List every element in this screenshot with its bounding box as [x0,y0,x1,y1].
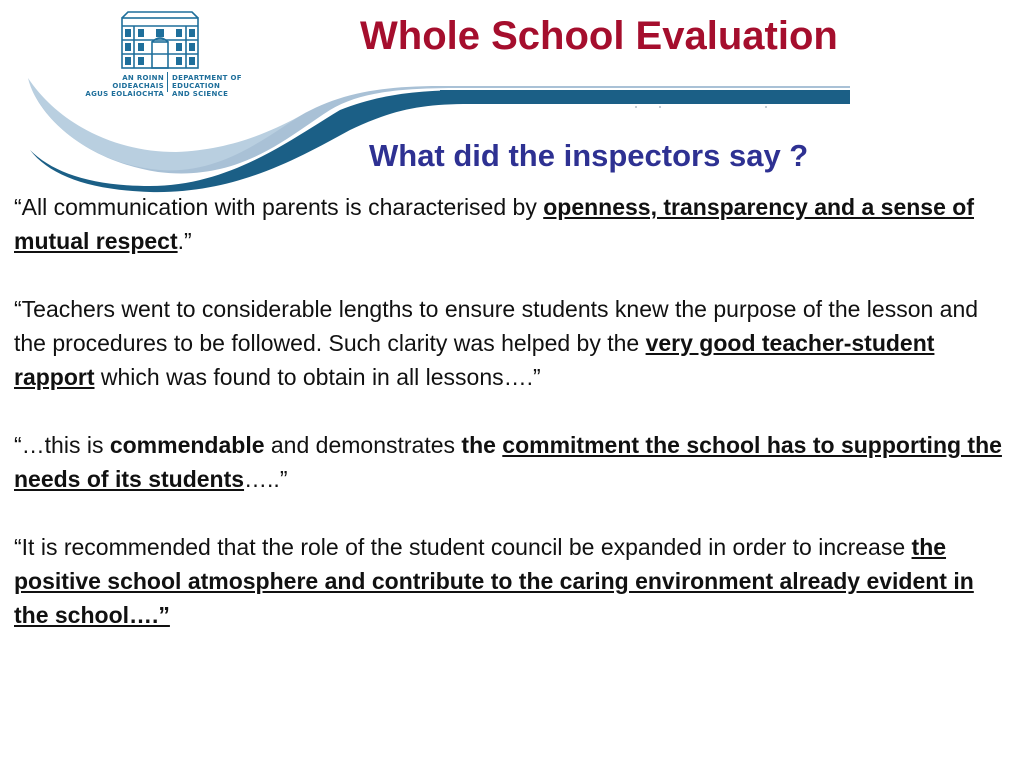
quote-3-bold-the: the [461,432,503,458]
building-icon [68,10,250,72]
department-logo [68,10,250,98]
quote-1-emphasis: openness, transparency and a sense of mutual respect [14,194,974,254]
quote-3: “…this is commendable and demonstrates the commitment the school has to supporting the needs of its students…..” [14,432,1002,492]
quote-2: “Teachers went to considerable lengths to ensure students knew the purpose of the lesson and the procedures to be followed. Such clarity was helped by the very good teacher-student rapport which was found to obtain in all lessons….” [14,296,979,390]
quote-4: “It is recommended that the role of the student council be expanded in order to increase the positive school atmosphere and contribute to the caring environment already evident in the school….” [14,534,974,628]
quote-4-emphasis: the positive school atmosphere and contribute to the caring environment already evident in the school….” [14,534,974,628]
page-subtitle: What did the inspectors say ? [369,138,809,173]
quote-3-bold: commendable [109,432,265,458]
logo-divider [167,72,168,92]
quote-1: “All communication with parents is characterised by openness, transparency and a sense of mutual respect.” [14,194,974,254]
logo-irish-text: AN ROINN OIDEACHAIS AGUS EOLAÍOCHTA [85,74,164,98]
page-title: Whole School Evaluation [360,14,838,58]
dark-band [440,90,850,104]
quote-2-emphasis: very good teacher-student rapport [14,330,935,390]
logo-english-text: DEPARTMENT OF EDUCATION AND SCIENCE [172,74,242,98]
quotes-body [14,190,1006,666]
quote-3-emphasis: commitment the school has to supporting the needs of its students [14,432,1002,492]
